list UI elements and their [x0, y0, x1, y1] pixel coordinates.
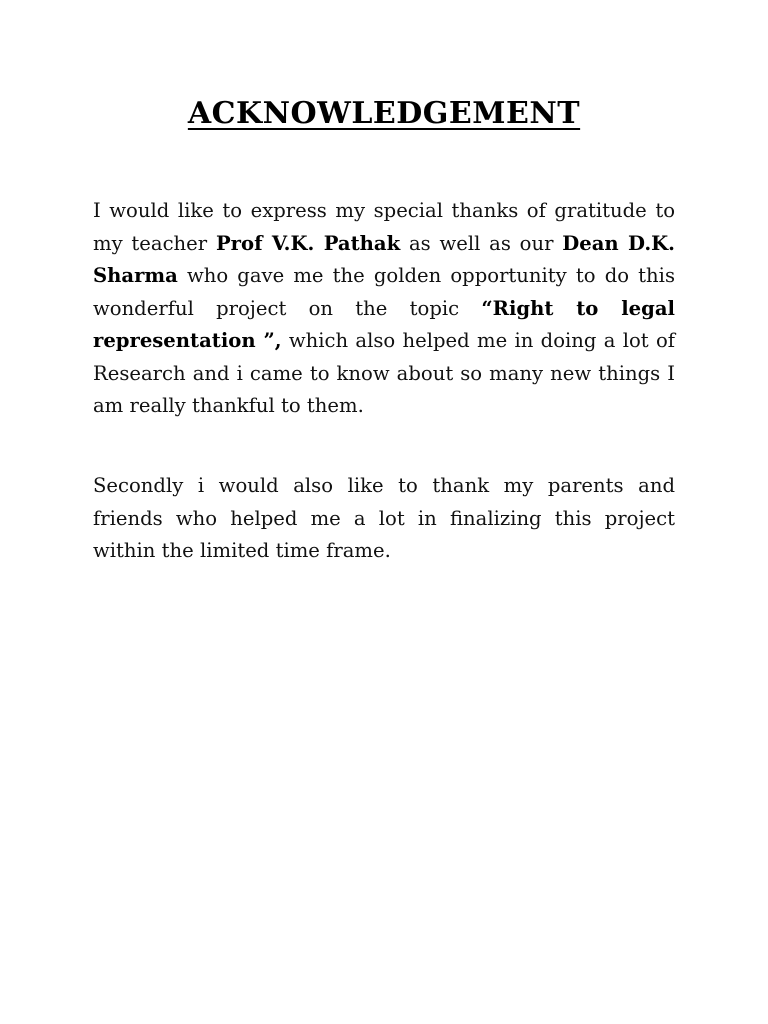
dean-name: Dean D.K. Sharma — [93, 231, 676, 287]
paragraph-1-text-1: I would like to express my special thanks of gratitude to my teacher — [93, 199, 675, 255]
page-title — [0, 96, 768, 131]
paragraph-1 — [93, 195, 675, 423]
page-title-text: ACKNOWLEDGEMENT — [187, 96, 581, 131]
paragraph-1-text-3: who gave me the golden opportunity to do this wonderful project on the topic — [93, 264, 675, 320]
paragraph-1-text-4: which also helped me in doing a lot of Research and i came to know about so many new things I am really thankful to them. — [93, 329, 676, 417]
paragraph-1-text-2: as well as our — [400, 231, 563, 255]
teacher-name: Prof V.K. Pathak — [215, 231, 401, 255]
project-topic: “Right to legal representation ”, — [93, 296, 675, 352]
paragraph-2: Secondly i would also like to thank my parents and friends who helped me a lot in finalizing this project within the limited time frame. — [93, 474, 675, 562]
